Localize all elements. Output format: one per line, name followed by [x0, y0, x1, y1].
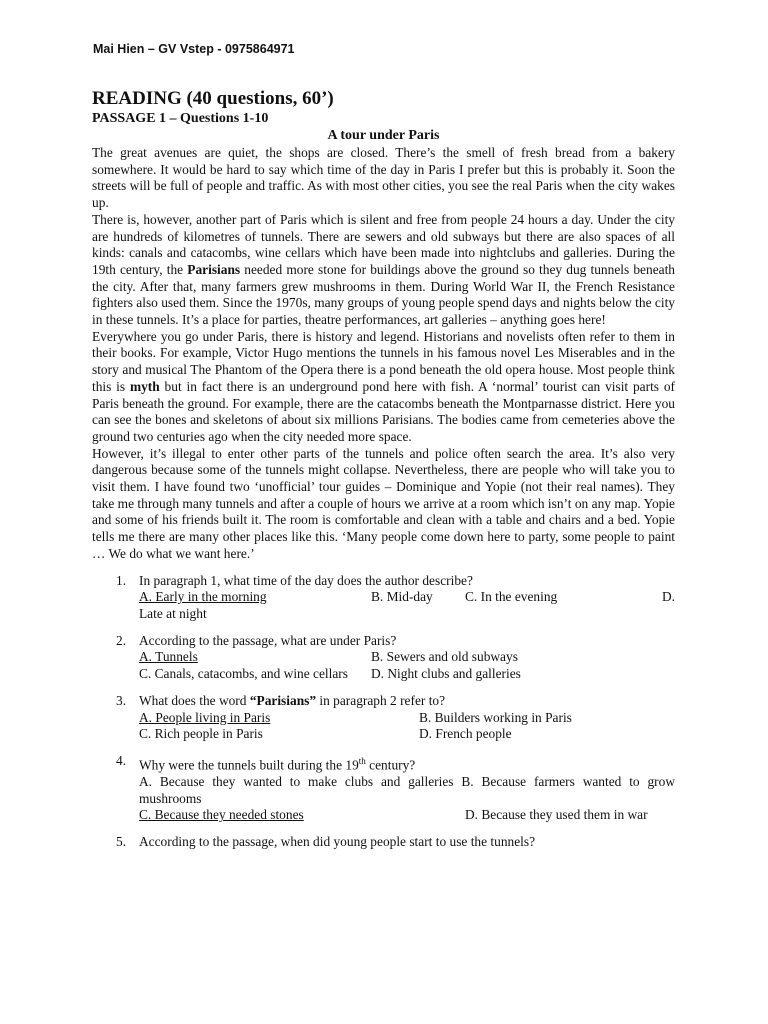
reading-section [92, 88, 675, 861]
stem-text-a: What does the word [139, 692, 250, 708]
passage-heading: PASSAGE 1 – Questions 1-10 [92, 111, 269, 126]
option-c: C. Canals, catacombs, and wine cellars [139, 666, 348, 682]
option-c: C. Rich people in Paris [139, 726, 263, 742]
option-a-correct: A. Early in the morning [139, 589, 267, 605]
question-number: 2. [116, 632, 127, 648]
option-d: D. [661, 589, 675, 605]
paragraph-2-text-a: There is, however, another part of Paris which is silent and free from people 24 hours a day. Under the city are hundreds of kilometres of tunnels. There are sewers and old subways but there are also spaces of all kinds: canals and catacombs, wine cellars which have been made into nightclubs and galleries. During the 19th century, the [92, 211, 675, 277]
option-b: B. Builders working in Paris [419, 709, 572, 725]
stem-keyword: “Parisians” [249, 692, 317, 708]
question-list [92, 573, 675, 851]
section-title: READING (40 questions, 60’) [92, 88, 334, 109]
answer-options [139, 589, 675, 606]
question-stem: In paragraph 1, what time of the day does the author describe? [139, 572, 473, 588]
question-stem [139, 753, 675, 774]
question-number: 3. [116, 692, 127, 708]
passage-title: A tour under Paris [327, 128, 440, 143]
option-a-b: A. Because they wanted to make clubs and galleries B. Because farmers wanted to grow mushrooms [139, 774, 675, 806]
answer-options [139, 649, 675, 682]
question-4 [92, 753, 675, 824]
question-stem: According to the passage, when did young people start to use the tunnels? [139, 834, 536, 850]
question-number: 5. [116, 834, 127, 850]
paragraph-4: However, it’s illegal to enter other parts of the tunnels and police often search the area. It’s also very dangerous because some of the tunnels might collapse. Nevertheless, there are people who will take you to visit them. I have found two ‘unofficial’ tour guides – Dominique and Yopie (not their real names). They take me through many tunnels and after a couple of hours we arrive at a room which isn’t on any map. Yopie and some of his friends built it. The room is comfortable and clean with a table and chairs and a bed. Yopie tells me there are many other places like this. ‘Many people come down here to party, some people to paint … We do what we want here.’ [92, 445, 675, 561]
option-c: C. In the evening [465, 589, 558, 605]
question-number: 4. [116, 752, 127, 768]
option-d-continued: Late at night [139, 605, 207, 621]
question-5 [92, 834, 675, 851]
paragraph-2 [92, 212, 675, 329]
paragraph-2-keyword: Parisians [187, 261, 241, 277]
option-a-correct: A. Tunnels [139, 649, 198, 665]
paragraph-3-text-b: but in fact there is an underground pond here with fish. A ‘normal’ tourist can visit parts of Paris beneath the ground. For example, there are the catacombs beneath the Montparnasse district. Here you can see the bones and skeletons of about six millions Parisians. The bodies came from cemeteries above the ground two centuries ago when the city needed more space. [92, 378, 675, 444]
option-b: B. Mid-day [371, 589, 433, 605]
question-stem: According to the passage, what are under Paris? [139, 632, 397, 648]
paragraph-3-text-a: Everywhere you go under Paris, there is history and legend. Historians and novelists often refer to them in their books. For example, Victor Hugo mentions the tunnels in his famous novel Les Miserables and in the story and musical The Phantom of the Opera there is a pond beneath the old opera house. Most people think this is [92, 328, 675, 394]
option-d: D. Night clubs and galleries [371, 666, 521, 682]
stem-superscript: th [358, 755, 366, 766]
paragraph-3 [92, 329, 675, 446]
stem-text-b: in paragraph 2 refer to? [316, 692, 446, 708]
option-d: D. French people [419, 726, 512, 742]
paragraph-1: The great avenues are quiet, the shops are closed. There’s the smell of fresh bread from a bakery somewhere. It would be hard to say which time of the day in Paris I prefer but this is probably it. Soon the streets will be full of people and traffic. As with most other cities, you see the real Paris when the city wakes up. [92, 145, 675, 211]
question-stem [139, 693, 675, 710]
question-1 [92, 573, 675, 623]
answer-options [139, 710, 675, 743]
option-d: D. Because they used them in war [465, 807, 648, 823]
paragraph-2-text-b: needed more stone for buildings above the ground so they dug tunnels beneath the city. After that, many farmers grew mushrooms in them. During World War II, the French Resistance fighters also used them. Since the 1970s, many groups of young people spend days and nights below the city in these tunnels. It’s a place for parties, theatre performances, art galleries – anything goes here! [92, 261, 675, 328]
author-header: Mai Hien – GV Vstep - 0975864971 [93, 42, 295, 56]
option-b: B. Sewers and old subways [371, 649, 518, 665]
question-3 [92, 693, 675, 743]
question-number: 1. [116, 572, 127, 588]
option-c-correct: C. Because they needed stones [139, 807, 304, 823]
option-a-correct: A. People living in Paris [139, 709, 271, 725]
stem-text-a: Why were the tunnels built during the 19 [139, 757, 359, 773]
paragraph-3-keyword: myth [129, 378, 160, 394]
stem-text-b: century? [365, 757, 416, 773]
question-2 [92, 633, 675, 683]
answer-options [139, 807, 675, 824]
